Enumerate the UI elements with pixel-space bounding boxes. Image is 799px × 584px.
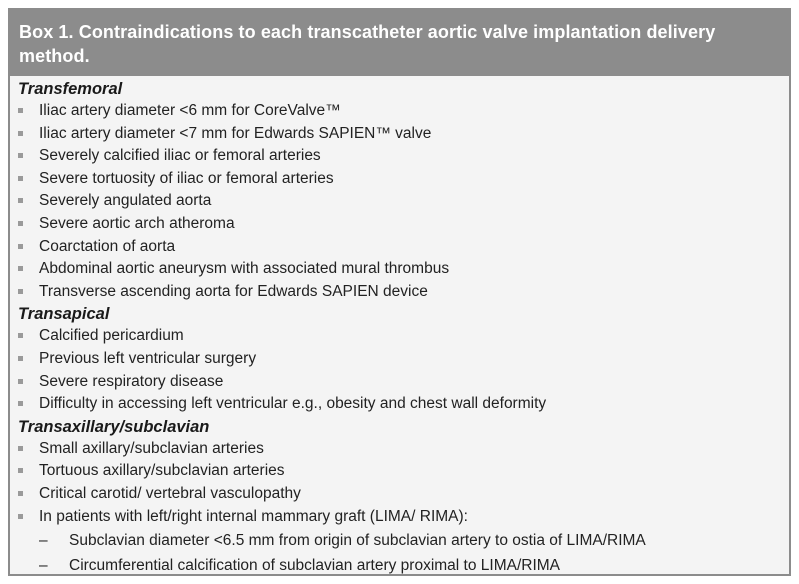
list-item-text: Severe respiratory disease	[39, 372, 224, 390]
list-item	[17, 145, 783, 168]
list-item-text: Critical carotid/ vertebral vasculopathy	[39, 484, 301, 502]
square-bullet-icon	[18, 514, 23, 519]
square-bullet-icon	[18, 244, 23, 249]
list-item-text: Coarctation of aorta	[39, 237, 176, 255]
list-item	[17, 483, 783, 506]
square-bullet-icon	[18, 153, 23, 158]
square-bullet-icon	[18, 379, 23, 384]
sub-list-item-text: Subclavian diameter <6.5 mm from origin of subclavian artery to ostia of LIMA/RIMA	[69, 532, 646, 550]
list-item	[17, 168, 783, 191]
list-item	[17, 438, 783, 461]
list-item	[17, 100, 783, 123]
section-title-transapical: Transapical	[18, 305, 110, 324]
section-transaxillary	[17, 416, 783, 576]
square-bullet-icon	[18, 491, 23, 496]
list-transapical	[17, 325, 783, 415]
square-bullet-icon	[18, 221, 23, 226]
list-item	[17, 258, 783, 281]
list-item-text: Tortuous axillary/subclavian arteries	[39, 462, 285, 480]
list-item	[17, 281, 783, 304]
list-item-text: Transverse ascending aorta for Edwards SAPIEN device	[39, 282, 428, 300]
section-title-transaxillary: Transaxillary/subclavian	[18, 417, 210, 436]
list-transfemoral	[17, 100, 783, 303]
square-bullet-icon	[18, 468, 23, 473]
list-item-text: Severely calcified iliac or femoral arteries	[39, 147, 321, 165]
list-item-text: Calcified pericardium	[39, 327, 184, 345]
square-bullet-icon	[18, 289, 23, 294]
square-bullet-icon	[18, 131, 23, 136]
box-body	[10, 76, 789, 576]
contraindications-box	[8, 8, 791, 576]
list-transaxillary	[17, 438, 783, 528]
square-bullet-icon	[18, 176, 23, 181]
dash-bullet-icon: –	[39, 532, 48, 550]
list-item-text: Severe tortuosity of iliac or femoral arteries	[39, 169, 334, 187]
list-item	[17, 123, 783, 146]
square-bullet-icon	[18, 333, 23, 338]
list-item-text: In patients with left/right internal mammary graft (LIMA/ RIMA):	[39, 507, 468, 525]
square-bullet-icon	[18, 266, 23, 271]
list-item	[17, 393, 783, 416]
list-item	[17, 506, 783, 529]
list-item-text: Severe aortic arch atheroma	[39, 214, 235, 232]
list-item	[17, 236, 783, 259]
box-title: Box 1. Contraindications to each transcatheter aortic valve implantation delivery method.	[10, 10, 789, 76]
list-item	[17, 213, 783, 236]
list-item-text: Abdominal aortic aneurysm with associated mural thrombus	[39, 260, 450, 278]
list-item-text: Severely angulated aorta	[39, 192, 212, 210]
square-bullet-icon	[18, 108, 23, 113]
list-item-text: Iliac artery diameter <6 mm for CoreValve™	[39, 102, 341, 119]
list-item-text: Small axillary/subclavian arteries	[39, 439, 264, 457]
square-bullet-icon	[18, 356, 23, 361]
sub-list-item	[39, 528, 783, 553]
sublist-mammary-graft	[17, 528, 783, 576]
square-bullet-icon	[18, 401, 23, 406]
list-item	[17, 325, 783, 348]
list-item	[17, 348, 783, 371]
section-transfemoral	[17, 78, 783, 303]
sub-list-item-text: Circumferential calcification of subclavian artery proximal to LIMA/RIMA	[69, 557, 561, 575]
list-item-text: Iliac artery diameter <7 mm for Edwards SAPIEN™ valve	[39, 124, 432, 142]
list-item-text: Difficulty in accessing left ventricular e.g., obesity and chest wall deformity	[39, 395, 547, 413]
list-item	[17, 460, 783, 483]
square-bullet-icon	[18, 446, 23, 451]
list-item-text: Previous left ventricular surgery	[39, 349, 257, 367]
list-item	[17, 190, 783, 213]
list-item	[17, 371, 783, 394]
square-bullet-icon	[18, 198, 23, 203]
sub-list-item	[39, 553, 783, 576]
section-transapical	[17, 303, 783, 415]
section-title-transfemoral: Transfemoral	[18, 80, 123, 98]
dash-bullet-icon: –	[39, 557, 48, 575]
